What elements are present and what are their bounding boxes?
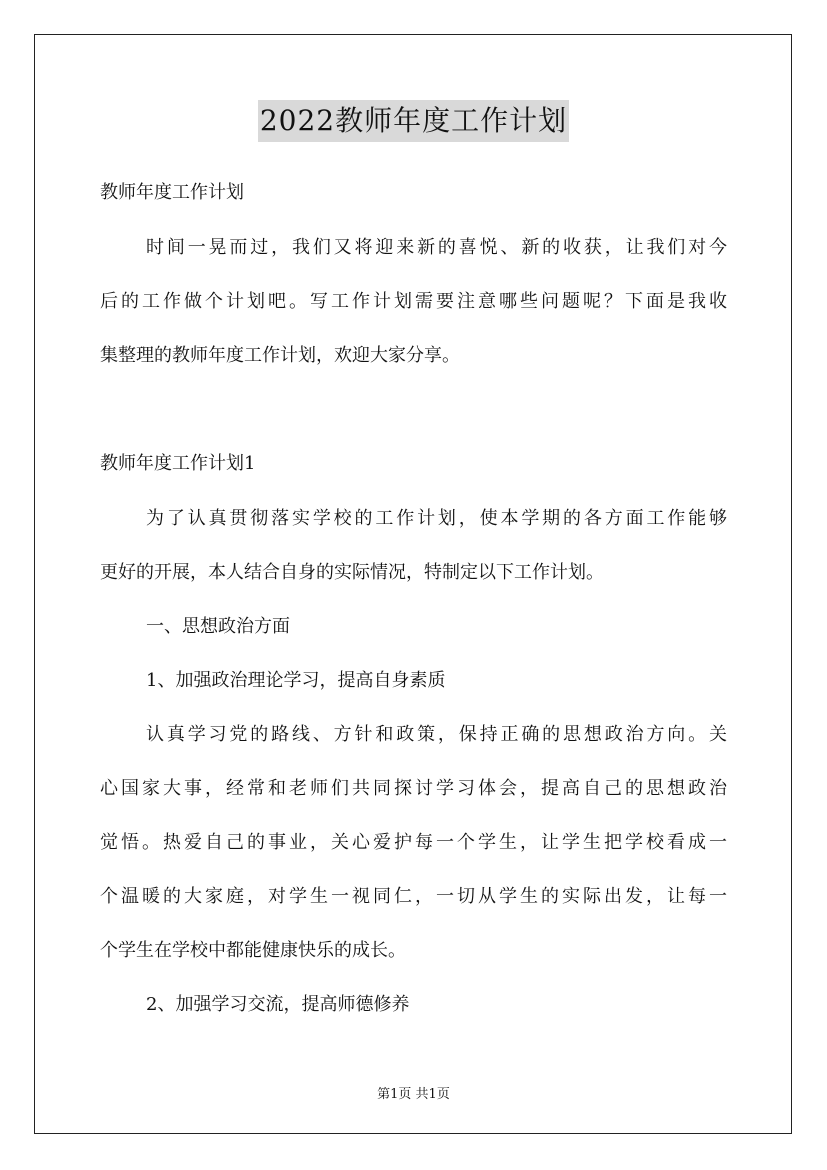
document-title: 2022教师年度工作计划 bbox=[258, 100, 569, 142]
para2-line-3: 觉悟。热爱自己的事业，关心爱护每一个学生，让学生把学校看成一 bbox=[100, 832, 727, 853]
intro-line-2: 后的工作做个计划吧。写工作计划需要注意哪些问题呢？下面是我收 bbox=[100, 291, 727, 312]
para2-line-1: 认真学习党的路线、方针和政策，保持正确的思想政治方向。关 bbox=[146, 724, 727, 745]
para1-line-2: 更好的开展，本人结合自身的实际情况，特制定以下工作计划。 bbox=[100, 562, 604, 583]
section-heading-1: 一、思想政治方面 bbox=[146, 616, 290, 637]
document-title-container bbox=[0, 100, 827, 142]
para1-line-1: 为了认真贯彻落实学校的工作计划，使本学期的各方面工作能够 bbox=[146, 508, 727, 529]
intro-line-3: 集整理的教师年度工作计划，欢迎大家分享。 bbox=[100, 345, 460, 366]
heading-plan: 教师年度工作计划 bbox=[100, 182, 244, 203]
para2-line-5: 个学生在学校中都能健康快乐的成长。 bbox=[100, 940, 406, 961]
page-footer: 第1页 共1页 bbox=[377, 1087, 450, 1102]
para2-line-2: 心国家大事，经常和老师们共同探讨学习体会，提高自己的思想政治 bbox=[100, 778, 727, 799]
intro-line-1: 时间一晃而过，我们又将迎来新的喜悦、新的收获，让我们对今 bbox=[146, 237, 727, 258]
item-heading-1: 1、加强政治理论学习，提高自身素质 bbox=[146, 670, 446, 691]
para2-line-4: 个温暖的大家庭，对学生一视同仁，一切从学生的实际出发，让每一 bbox=[100, 886, 727, 907]
heading-plan-1: 教师年度工作计划1 bbox=[100, 453, 256, 474]
item-heading-2: 2、加强学习交流，提高师德修养 bbox=[146, 994, 410, 1015]
